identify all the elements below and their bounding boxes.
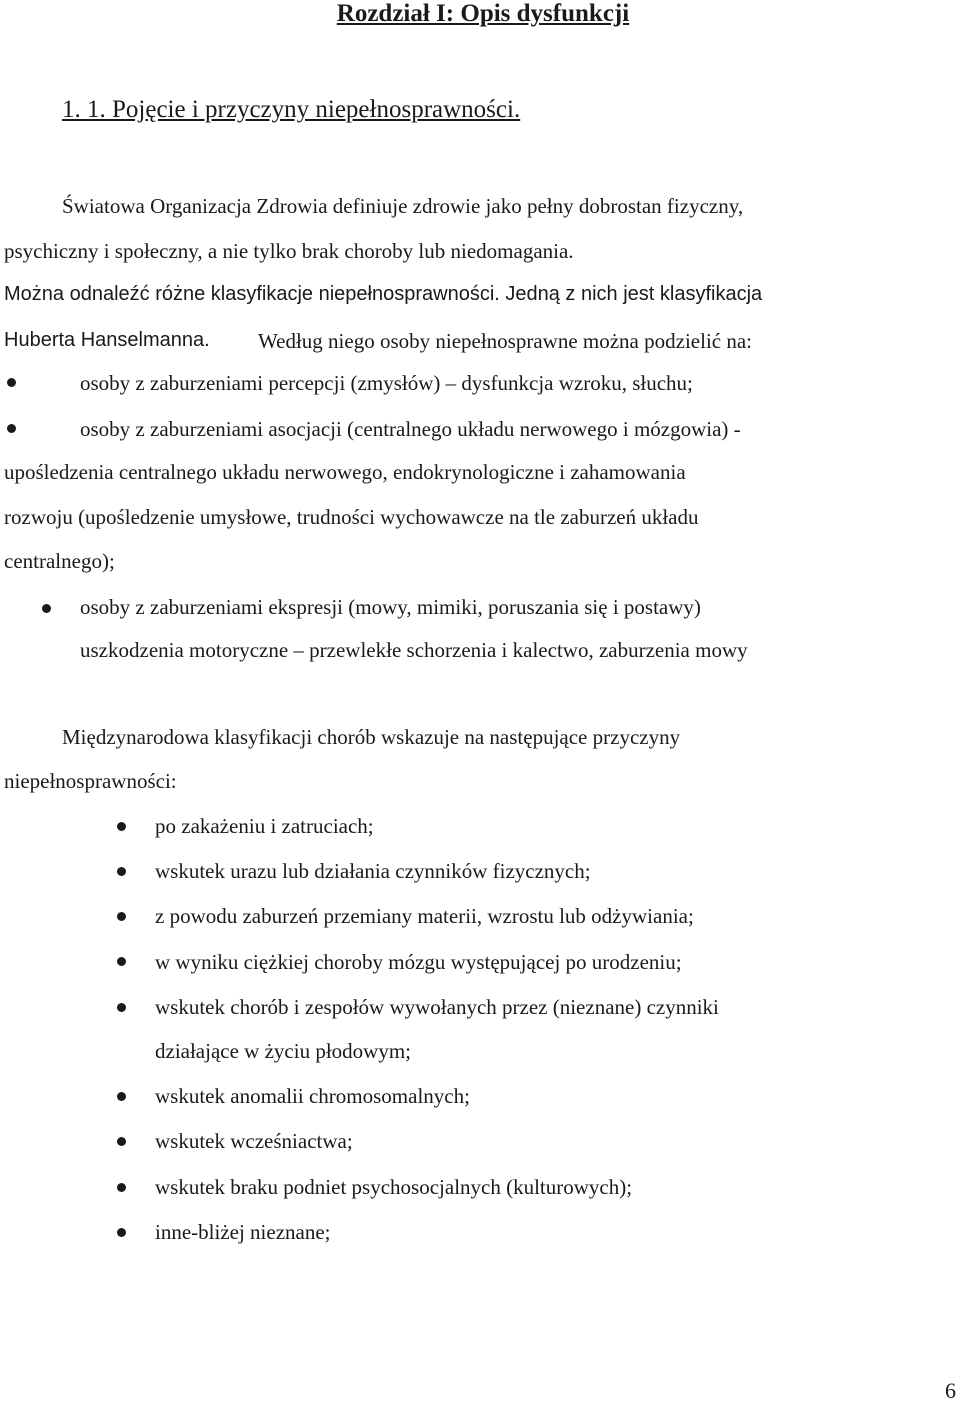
cause-item: w wyniku ciężkiej choroby mózgu występującej po urodzeniu; (155, 950, 682, 974)
cause-item: wskutek chorób i zespołów wywołanych przez (nieznane) czynniki (155, 995, 719, 1019)
cause-item-cont: działające w życiu płodowym; (155, 1039, 411, 1063)
category-item-association-cont-2: rozwoju (upośledzenie umysłowe, trudności wychowawcze na tle zaburzeń układu (4, 505, 699, 529)
intro-line-1: Światowa Organizacja Zdrowia definiuje zdrowie jako pełny dobrostan fizyczny, (62, 194, 744, 218)
bullet-icon (117, 867, 126, 876)
chapter-title: Rozdział I: Opis dysfunkcji (336, 0, 630, 27)
category-item-association: osoby z zaburzeniami asocjacji (centralnego układu nerwowego i mózgowia) - (80, 417, 741, 441)
page-number: 6 (945, 1378, 956, 1403)
intro-line-4: Huberta Hanselmanna. (4, 329, 210, 351)
category-item-perception: osoby z zaburzeniami percepcji (zmysłów) – dysfunkcja wzroku, słuchu; (80, 371, 693, 395)
cause-item: wskutek wcześniactwa; (155, 1129, 353, 1153)
intro-line-2: psychiczny i społeczny, a nie tylko brak choroby lub niedomagania. (4, 239, 574, 263)
bullet-icon (117, 957, 126, 966)
cause-item: z powodu zaburzeń przemiany materii, wzrostu lub odżywiania; (155, 904, 694, 928)
bullet-icon (117, 1092, 126, 1101)
bullet-icon (117, 1137, 126, 1146)
bullet-icon (117, 1228, 126, 1237)
bullet-icon (7, 424, 16, 433)
bullet-icon (117, 1183, 126, 1192)
cause-item: wskutek braku podniet psychosocjalnych (kulturowych); (155, 1175, 633, 1199)
category-item-association-cont-3: centralnego); (4, 549, 115, 573)
bullet-icon (42, 604, 51, 613)
bullet-icon (7, 378, 16, 387)
category-item-expression: osoby z zaburzeniami ekspresji (mowy, mimiki, poruszania się i postawy) (80, 595, 701, 619)
section-heading: 1. 1. Pojęcie i przyczyny niepełnosprawności. (62, 96, 521, 123)
intro-line-4b: Według niego osoby niepełnosprawne można podzielić na: (258, 329, 753, 353)
icd-line-2: niepełnosprawności: (4, 769, 177, 793)
category-item-association-cont-1: upośledzenia centralnego układu nerwowego, endokrynologiczne i zahamowania (4, 460, 686, 484)
icd-line-1: Międzynarodowa klasyfikacji chorób wskazuje na następujące przyczyny (62, 725, 681, 749)
bullet-icon (117, 1003, 126, 1012)
bullet-icon (117, 822, 126, 831)
category-item-expression-cont: uszkodzenia motoryczne – przewlekłe schorzenia i kalectwo, zaburzenia mowy (80, 638, 748, 662)
cause-item: wskutek urazu lub działania czynników fizycznych; (155, 859, 591, 883)
cause-item: po zakażeniu i zatruciach; (155, 814, 374, 838)
bullet-icon (117, 912, 126, 921)
cause-item: inne-bliżej nieznane; (155, 1220, 331, 1244)
cause-item: wskutek anomalii chromosomalnych; (155, 1084, 470, 1108)
intro-line-3: Można odnaleźć różne klasyfikacje niepełnosprawności. Jedną z nich jest klasyfikacja (4, 283, 763, 305)
